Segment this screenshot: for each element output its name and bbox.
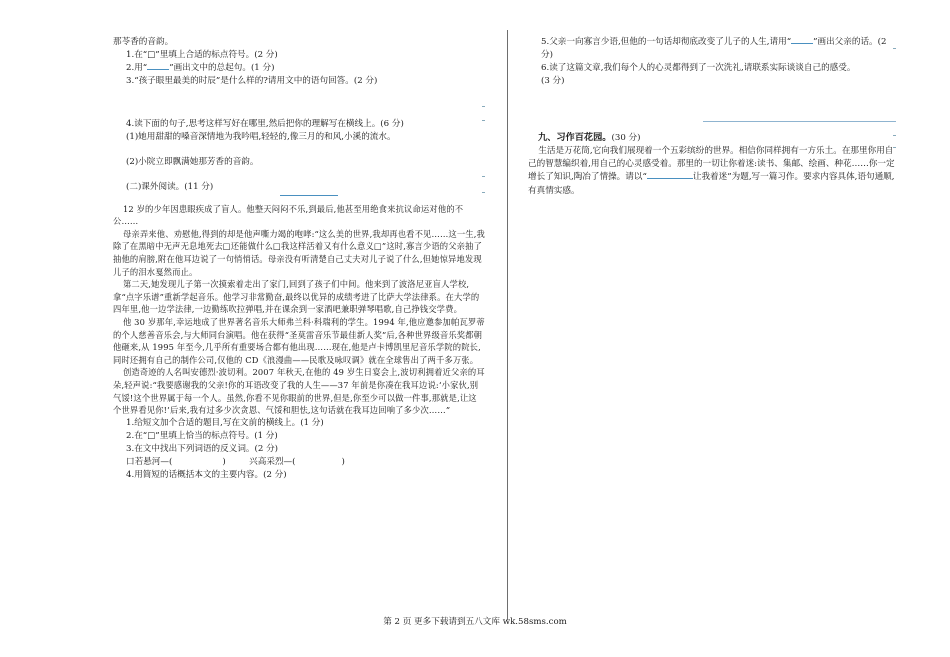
score-label: (6 分): [380, 119, 404, 130]
score-label: (2 分): [254, 50, 278, 61]
score-label: (3 分): [541, 76, 565, 87]
antonym-word-2: 兴高采烈—(: [249, 457, 296, 468]
question-4: 4.读下面的句子,思考这样写好在哪里,然后把你的理解写在横线上。(6 分): [126, 119, 404, 130]
question-4-2: (2)小院立即飘满她那芳香的音韵。: [126, 157, 259, 168]
antonym-row: 口若悬河—( ) 兴高采烈—( ): [126, 457, 345, 468]
margin-tick: [893, 135, 896, 136]
score-label: (30 分): [611, 133, 641, 144]
column-divider: [507, 30, 508, 620]
margin-tick: [482, 120, 485, 121]
antonym-word-1: 口若悬河—(: [126, 457, 173, 468]
question-2: 2.用“ ”画出文中的总起句。(1 分): [126, 63, 275, 74]
section-2-title: (二)课外阅读。(11 分): [126, 182, 214, 193]
score-label: (11 分): [184, 182, 214, 193]
question-5: 1.给短文加个合适的题目,写在文前的横线上。(1 分): [126, 417, 324, 428]
story-paragraph: 母亲弄来他、劝慰他,得到的却是他声嘶力竭的咆哮:“这么美的世界,我却再也看不见……这一生,我除了在黑暗中无声无息地死去□还能做什么□我这样活着又有什么意义□”这时,寡言少语的父亲抽了抽他的肩膀,附在他耳边说了一句悄悄话。母亲没有听清楚自己丈夫对儿子说了什么,但她惊异地发现儿子的泪水戛然而止。: [113, 228, 485, 277]
margin-tick: [893, 147, 896, 148]
margin-tick: [893, 48, 896, 49]
question-10-score: [528, 75, 900, 88]
margin-tick: [482, 192, 485, 193]
question-4-1: (1)她用甜甜的嗓音深情地为我吟唱,轻轻的,像三月的和风,小溪的流水。: [126, 132, 396, 143]
essay-prompt: 生活是万花筒,它向我们展现着一个五彩缤纷的世界。相信你同样拥有一方乐土。在那里你用自己的智慧编织着,用自己的心灵感受着。那里的一切让你着迷:读书、集邮、绘画、种花……你一定增长了知识,陶冶了情操。请以“ 让我着迷”为题,写一篇习作。要求内容具体,语句通顺,有真情实感。: [528, 146, 895, 196]
story-paragraph: 创造奇迹的人名叫安德烈·波切利。2007 年秋天,在他的 49 岁生日宴会上,波切利拥着近父亲的耳朵,轻声说:“我要感谢我的父亲!你的耳语改变了我的人生——37 年前是你凑在我耳边说:‘小家伙,别气馁!这个世界属于每一个人。虽然,你看不见你眼前的世界,但是,你至少可以做一件事,那就是,让这个世界看见你!’后来,我有过多少次贪恩、气馁和胆怯,这句话就在我耳边回响了多少次……”: [113, 367, 485, 416]
question-8: 4.用简短的话概括本文的主要内容。(2 分): [126, 470, 287, 481]
question-1: 1.在“□”里填上合适的标点符号。(2 分): [126, 50, 278, 61]
question-10: 6.读了这篇文章,我们每个人的心灵都得到了一次洗礼,请联系实际谈谈自己的感受。: [541, 63, 856, 74]
question-3: 3.“孩子眼里最美的时辰”是什么样的?请用文中的语句回答。(2 分): [126, 76, 378, 87]
score-label: (1 分): [254, 430, 278, 441]
story-paragraph: 第二天,她发现儿子第一次摸索着走出了家门,回到了孩子们中间。他来到了波洛尼亚盲人学校,拿“点字乐谱”重新学起音乐。他学习非常勤奋,最终以优异的成绩考进了比萨大学法律系。在大学的四年里,他一边学法律,一边勤练吹拉弹唱,并在课余到一家酒吧兼职弹琴唱歌,自己挣钱交学费。: [113, 279, 480, 315]
underline-mark: [147, 69, 169, 70]
right-column: [528, 36, 900, 198]
answer-space: [113, 144, 485, 156]
story-text: [113, 203, 485, 417]
score-label: (2 分): [254, 443, 279, 454]
story-paragraph: 他 30 岁那年,幸运地成了世界著名音乐大师弗兰科·科瑞利的学生。1994 年,他应邀参加帕瓦罗蒂的个人慈善音乐会,与大师同台演唱。他在获得“圣莫雷音乐节最佳新人奖”后,各种世界级音乐奖都朝他砸来,从 1995 年至今,几乎所有重要场合都有他出现……现在,他是卢卡博凯里尼音乐学院的院长,同时还拥有自己的制作公司,仅他的 CD《浪漫曲——民歌及咏叹调》就在全球售出了两千多万张。: [113, 316, 485, 365]
passage-tail: 那苓香的音韵。: [113, 37, 174, 47]
question-6: 2.在“□”里填上恰当的标点符号。(1 分): [126, 430, 278, 441]
answer-space: [113, 169, 485, 181]
score-label: (1 分): [250, 63, 275, 74]
question-7: 3.在文中找出下列词语的反义词。(2 分): [126, 443, 279, 454]
title-blank-row: [113, 195, 485, 203]
score-label: (2 分): [353, 76, 378, 87]
left-column: [113, 36, 485, 482]
margin-tick: [482, 106, 485, 107]
underline-mark: [791, 43, 813, 44]
score-label: (1 分): [300, 417, 324, 428]
page-footer: 第 2 页 更多下载请到五八文库 wk.58sms.com: [383, 617, 567, 627]
question-9: 5.父亲一向寡言少语,但他的一句话却彻底改变了儿子的人生,请用“ ”画出父亲的话。(2 分): [541, 37, 887, 61]
section-9-title: 九、习作百花园。(30 分): [538, 132, 641, 144]
answer-space: [528, 88, 900, 131]
story-paragraph: 12 岁的少年因患眼疾成了盲人。他整天闷闷不乐,到最后,他甚至用绝食来抗议命运对他的不公……: [113, 203, 464, 227]
answer-line[interactable]: [703, 121, 896, 122]
score-label: (2 分): [263, 470, 287, 481]
answer-space: [113, 88, 485, 118]
score-label: (2 分): [541, 37, 887, 61]
margin-tick: [482, 176, 485, 177]
title-blank-line[interactable]: [280, 195, 338, 196]
essay-title-blank[interactable]: [647, 178, 693, 179]
